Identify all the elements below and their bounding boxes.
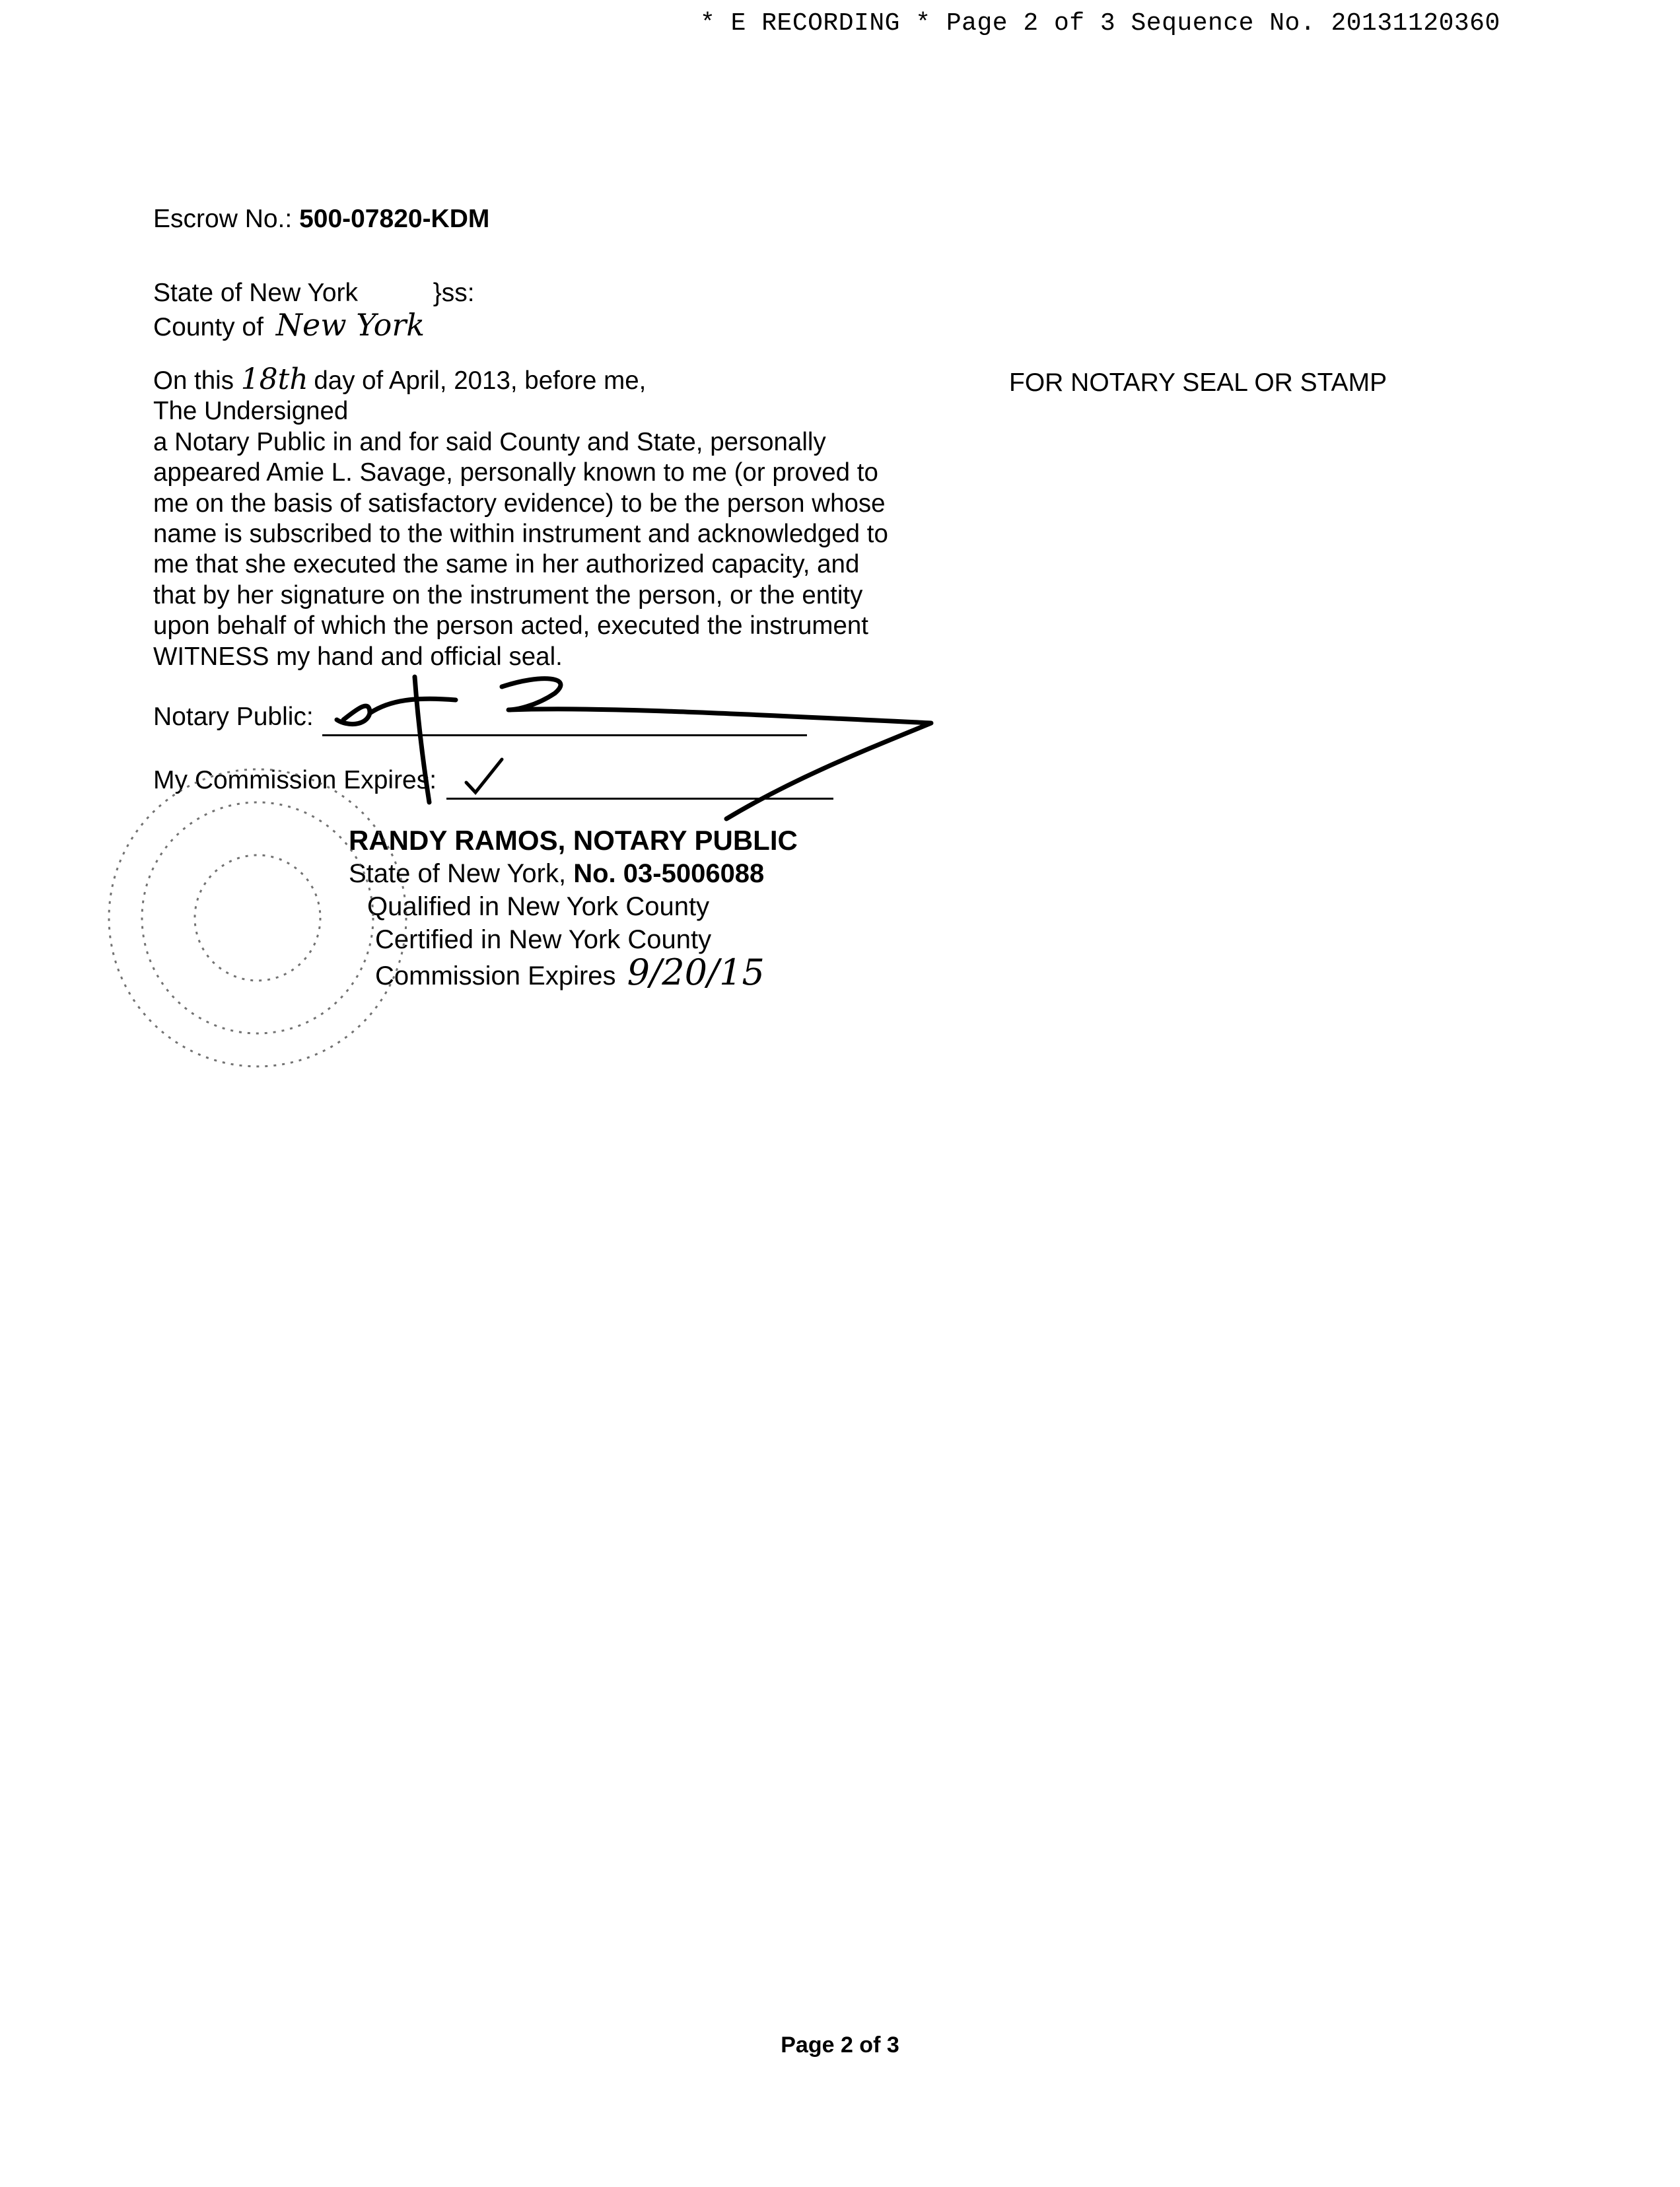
recording-header: * E RECORDING * Page 2 of 3 Sequence No. 20131120360: [700, 9, 1500, 38]
notary-state-number: [349, 857, 798, 890]
escrow-number-line: [153, 205, 489, 234]
day-handwritten: 18th: [240, 363, 308, 396]
checkmark-icon: [466, 759, 502, 792]
commission-expires-line: [446, 798, 833, 800]
venue-state: State of New York: [153, 279, 359, 307]
day-rest: day of April, 2013, before me,: [314, 366, 647, 395]
notary-name: RANDY RAMOS, NOTARY PUBLIC: [349, 825, 798, 856]
ack-line: a Notary Public in and for said County and State, personally: [153, 427, 826, 456]
expires-handwritten: 9/20/15: [627, 952, 765, 993]
venue-county-label: County of: [153, 313, 263, 341]
notary-state: State of New York,: [349, 859, 567, 888]
venue-ss: }ss:: [433, 279, 475, 307]
notary-number: No. 03-5006088: [573, 859, 765, 888]
escrow-label: Escrow No.:: [153, 205, 293, 233]
venue-state-line: [153, 277, 475, 309]
venue-block: [153, 277, 475, 343]
notary-signature-line: [322, 734, 807, 736]
notary-seal-label: FOR NOTARY SEAL OR STAMP: [1009, 368, 1387, 397]
page-number: Page 2 of 3: [781, 2032, 899, 2058]
notary-public-label: Notary Public:: [153, 703, 314, 731]
undersigned-line: The Undersigned: [153, 397, 349, 426]
acknowledgment-text: [153, 364, 932, 672]
escrow-number: 500-07820-KDM: [299, 205, 490, 233]
commission-expires-label: My Commission Expires:: [153, 766, 437, 794]
ack-line: that by her signature on the instrument the person, or the entity: [153, 580, 863, 609]
ack-line: me that she executed the same in her authorized capacity, and: [153, 550, 860, 579]
ack-line: upon behalf of which the person acted, executed the instrument: [153, 611, 868, 641]
ack-line: WITNESS my hand and official seal.: [153, 642, 563, 671]
ack-line: name is subscribed to the within instrument and acknowledged to: [153, 520, 888, 549]
notary-qualified: Qualified in New York County: [367, 892, 710, 921]
notary-expires: [349, 952, 798, 993]
ack-line: appeared Amie L. Savage, personally known to me (or proved to: [153, 458, 878, 487]
notary-expires-label: Commission Expires: [375, 961, 616, 990]
on-this-label: On this: [153, 366, 234, 395]
notary-stamp-text: [349, 824, 798, 992]
acknowledgment-opening: [153, 364, 932, 396]
venue-county-line: [153, 309, 475, 343]
county-handwritten: New York: [275, 307, 425, 343]
notary-certified: Certified in New York County: [375, 925, 712, 954]
ack-line: me on the basis of satisfactory evidence) to be the person whose: [153, 489, 886, 518]
